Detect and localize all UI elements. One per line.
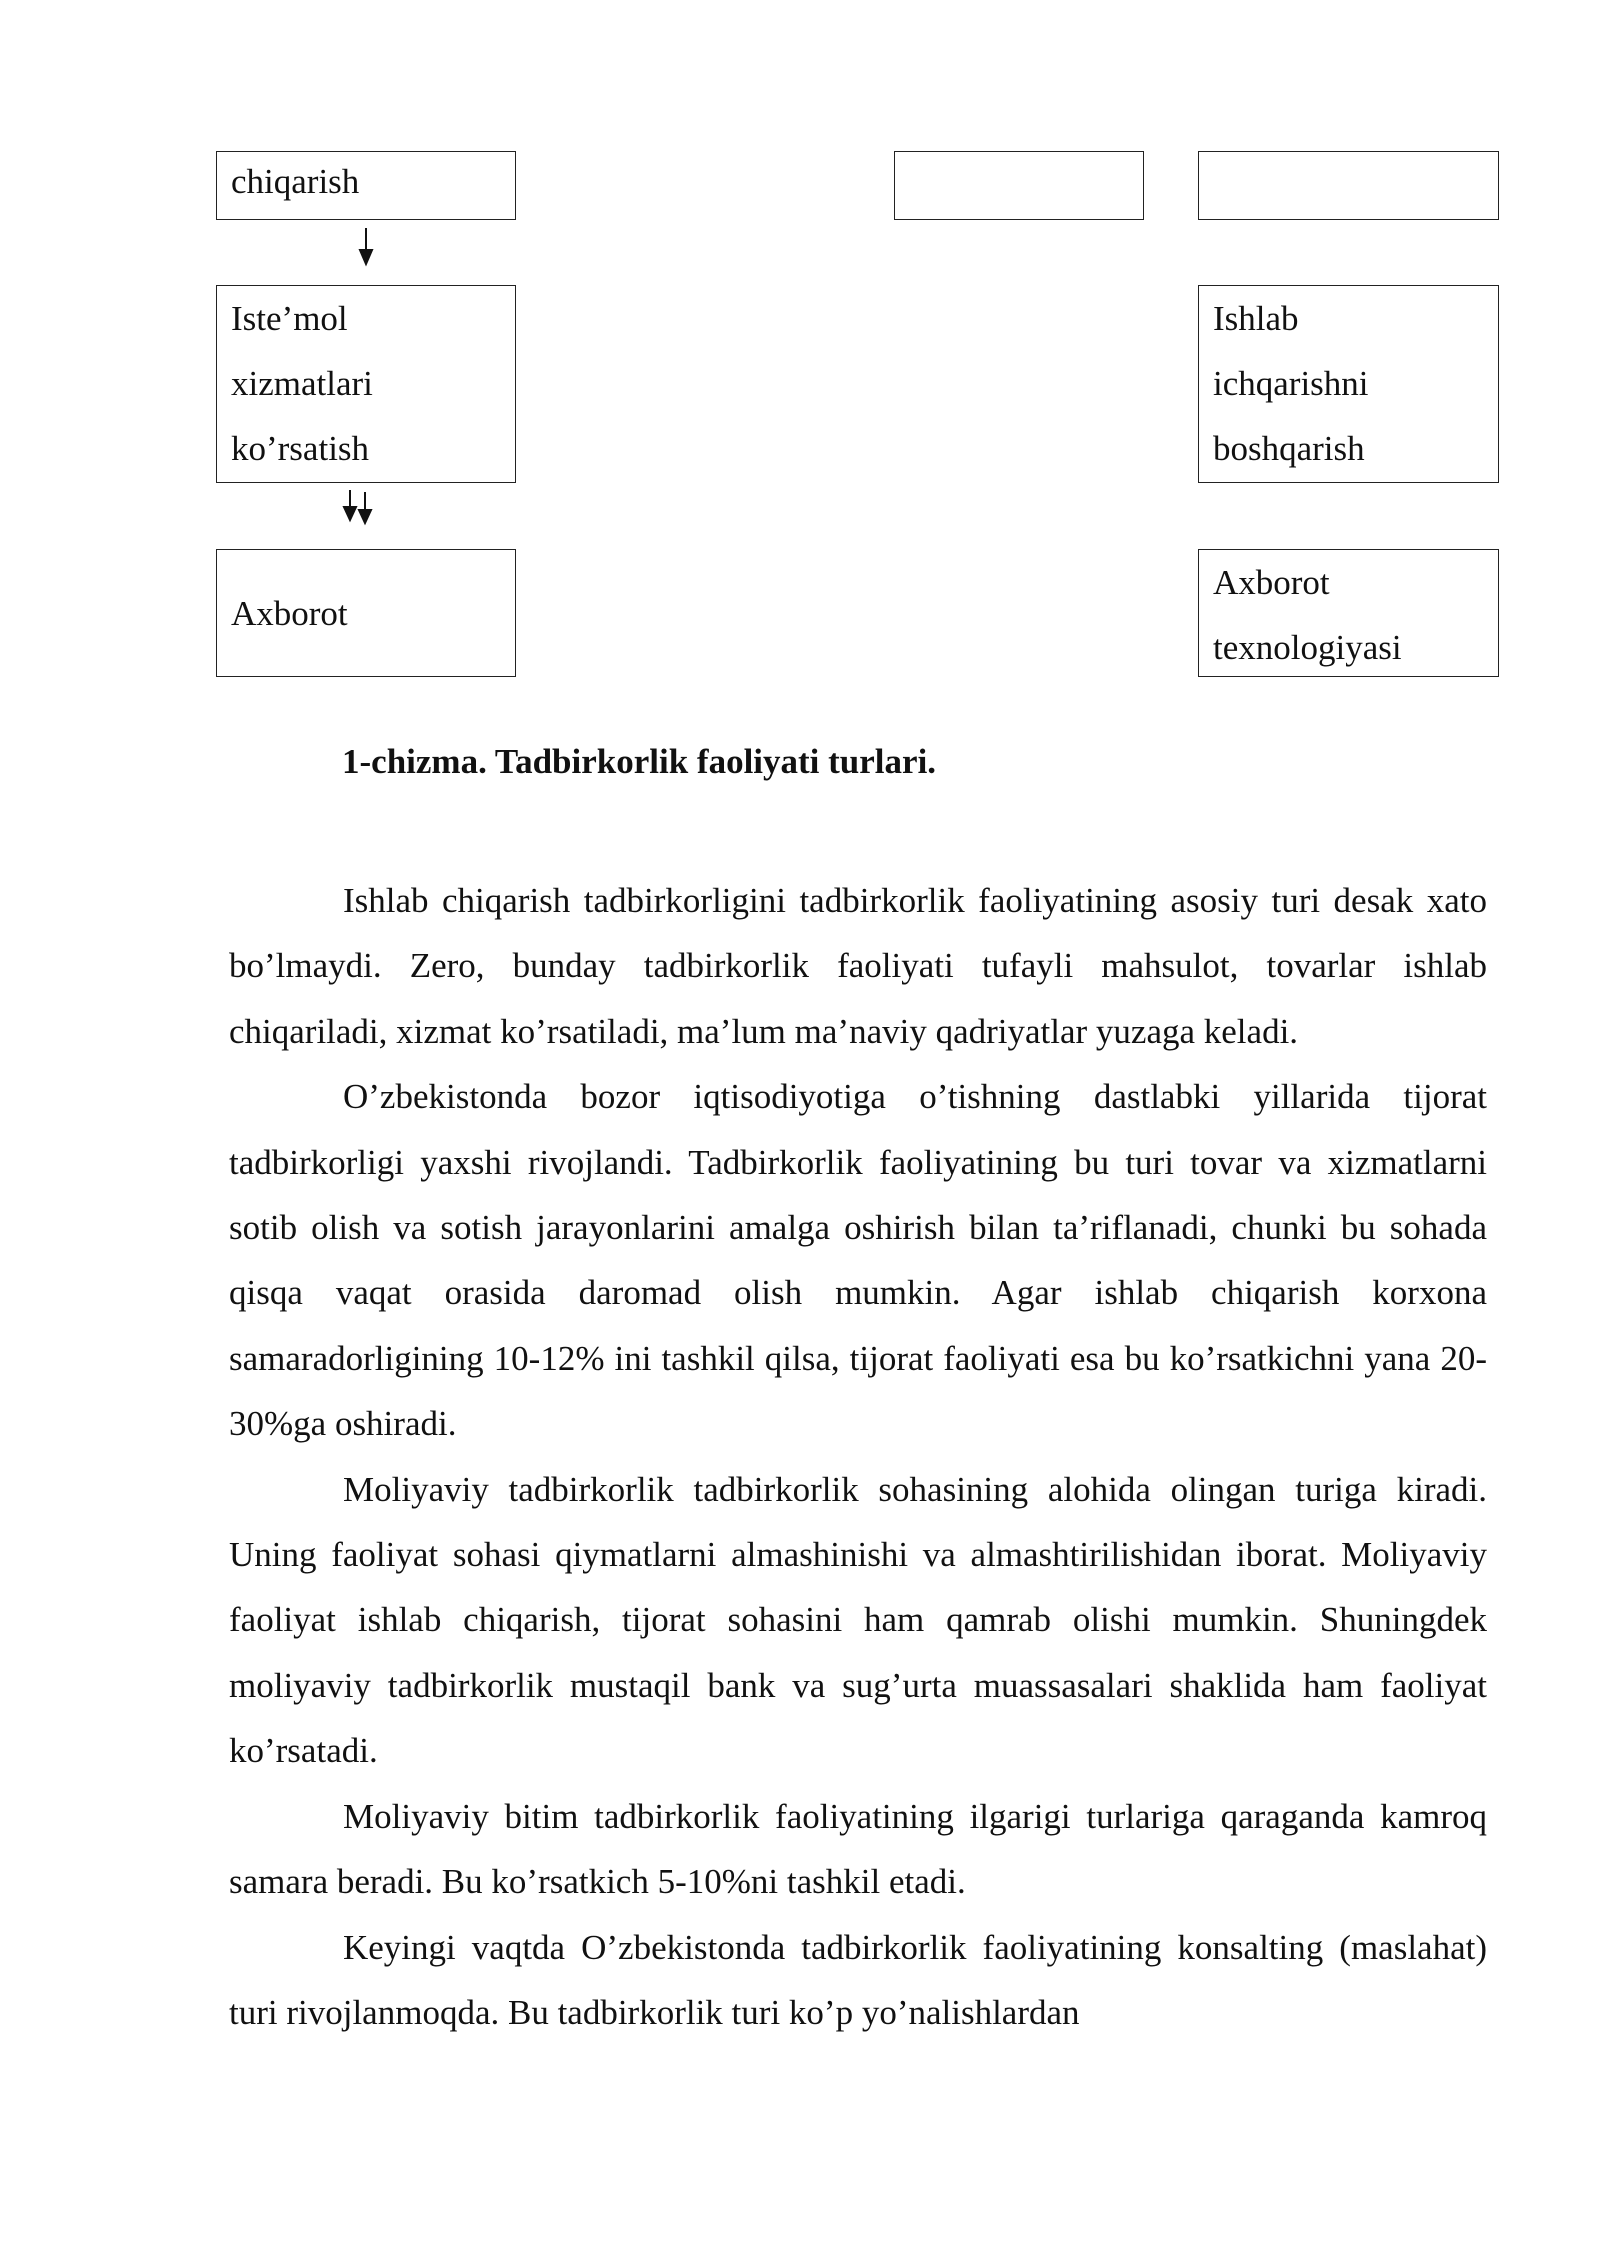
paragraph: Keyingi vaqtda O’zbekistonda tadbirkorlik faoliyatining konsalting (maslahat) turi rivojlanmoqda. Bu tadbirkorlik turi ko’p yo’nalishlardan — [229, 1927, 1487, 2032]
box-text: chiqarish — [231, 162, 360, 201]
diagram-box-empty — [1198, 151, 1499, 220]
box-text: Axborot — [231, 593, 348, 633]
box-text: ichqarishni — [1213, 364, 1369, 403]
box-text: boshqarish — [1213, 429, 1365, 468]
body-text — [229, 868, 1487, 2045]
box-text: xizmatlari — [231, 364, 373, 403]
diagram-box-axborot — [216, 549, 516, 677]
paragraph: Moliyaviy tadbirkorlik tadbirkorlik sohasining alohida olingan turiga kiradi. Uning faoliyat sohasi qiymatlarni almashinishi va almashtirilishidan iborat. Moliyaviy faoliyat ishlab chiqarish, tijorat sohasini ham qamrab olishi mumkin. Shuningdek moliyaviy tadbirkorlik mustaqil bank va sug’urta muassasalari shaklida ham faoliyat ko’rsatadi. — [229, 1469, 1487, 1771]
paragraph: Moliyaviy bitim tadbirkorlik faoliyatining ilgarigi turlariga qaraganda kamroq samara beradi. Bu ko’rsatkich 5-10%ni tashkil etadi. — [229, 1796, 1487, 1902]
paragraph: O’zbekistonda bozor iqtisodiyotiga o’tishning dastlabki yillarida tijorat tadbirkorligi yaxshi rivojlandi. Tadbirkorlik faoliyatining bu turi tovar va xizmatlarni sotib olish va sotish jarayonlarini amalga oshirish bilan ta’riflanadi, chunki bu sohada qisqa vaqat orasida daromad olish mumkin. Agar ishlab chiqarish korxona samaradorligining 10-12% ini tashkil qilsa, tijorat faoliyati esa bu ko’rsatkichni yana 20-30%ga oshiradi. — [229, 1077, 1487, 1444]
diagram-box-chiqarish — [216, 151, 516, 220]
box-text: ko’rsatish — [231, 429, 370, 468]
box-text: Iste’mol — [231, 299, 348, 338]
arrow-down-head — [344, 507, 356, 520]
arrow-down-head — [360, 250, 372, 264]
diagram-box-empty — [894, 151, 1144, 220]
box-text: texnologiyasi — [1213, 628, 1402, 667]
box-text: Ishlab — [1213, 299, 1299, 338]
diagram-box-istemol-xizmatlari — [216, 285, 516, 483]
figure-caption: 1-chizma. Tadbirkorlik faoliyati turlari. — [342, 742, 937, 781]
box-text: Axborot — [1213, 563, 1330, 602]
arrow-down-head — [359, 510, 371, 523]
diagram-box-axborot-texnologiyasi — [1198, 549, 1499, 677]
diagram-box-ishlab-boshqarish — [1198, 285, 1499, 483]
paragraph: Ishlab chiqarish tadbirkorligini tadbirkorlik faoliyatining asosiy turi desak xato bo’lmaydi. Zero, bunday tadbirkorlik faoliyati tufayli mahsulot, tovarlar ishlab chiqariladi, xizmat ko’rsatiladi, ma’lum ma’naviy qadriyatlar yuzaga keladi. — [229, 881, 1487, 1051]
